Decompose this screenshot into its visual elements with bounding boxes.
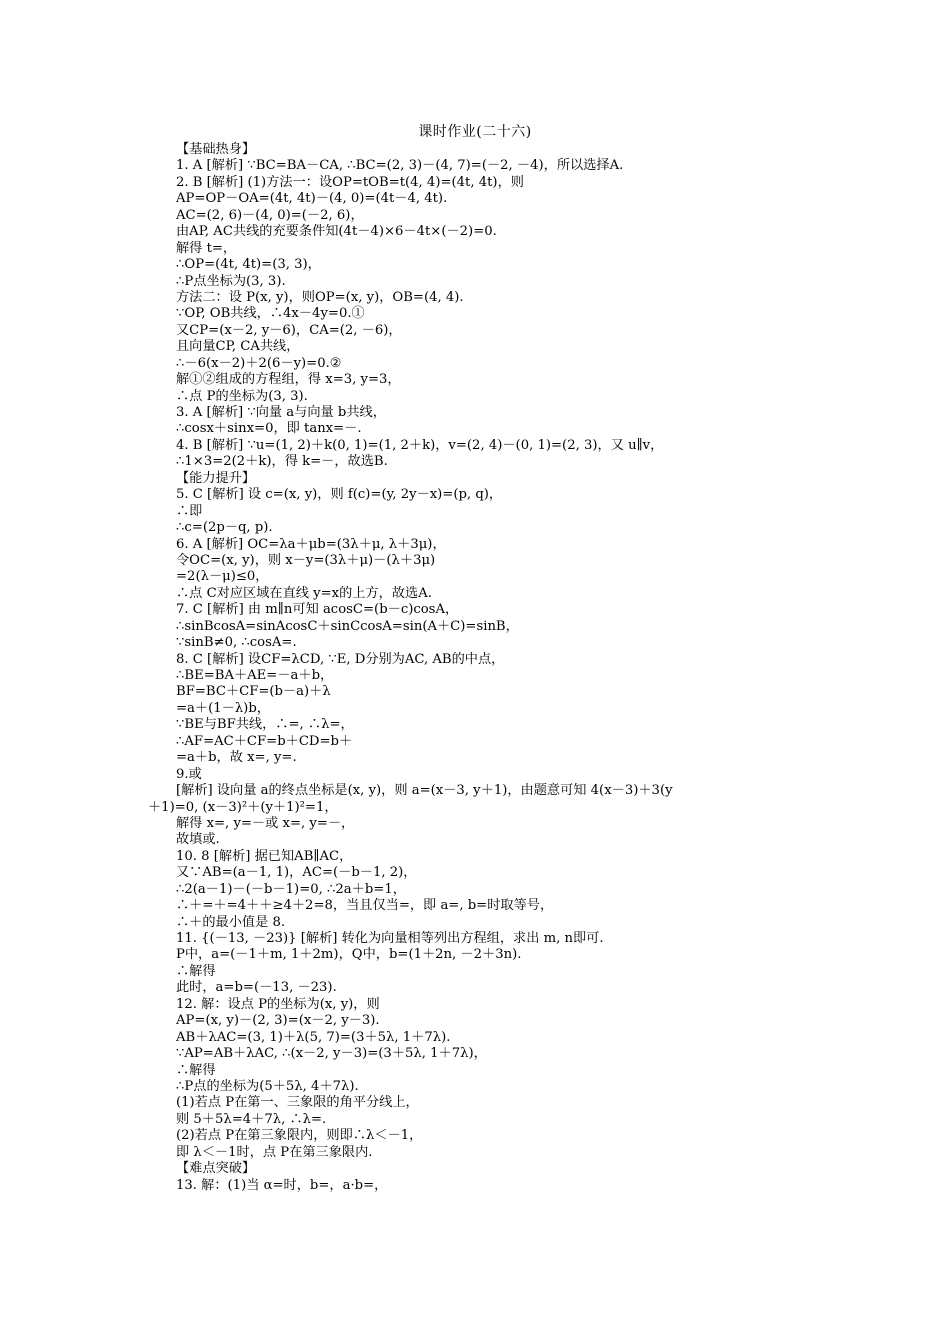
text-line: ∴点 C对应区域在直线 y=x的上方，故选A. [176,585,432,601]
text-line: 方法二：设 P(x, y)，则OP=(x, y)，OB=(4, 4). [176,289,464,305]
text-line: ∵AP=AB＋λAC, ∴(x－2, y－3)=(3＋5λ, 1＋7λ)， [176,1046,487,1062]
text-line: [解析] 设向量 a的终点坐标是(x, y)，则 a=(x－3, y＋1)，由题意可知 4(x－3)＋3(y [176,783,673,799]
text-line: 故填或. [176,832,220,848]
text-line: 【基础热身】 [176,142,256,157]
text-line: 解得 t=， [176,240,237,256]
text-line: ∴1×3=2(2＋k)，得 k=－，故选B. [176,454,388,470]
text-line: ∴P点坐标为(3, 3). [176,273,286,289]
text-line: 9.或 [176,766,202,782]
text-line: 解①②组成的方程组，得 x=3, y=3， [176,372,401,388]
text-line: 且向量CP, CA共线， [176,339,300,355]
text-line: 8. C [解析] 设CF=λCD, ∵E, D分别为AC, AB的中点， [176,651,505,667]
text-line: 10. 8 [解析] 据已知AB∥AC， [176,848,353,864]
text-line: BF=BC＋CF=(b－a)＋λ [176,684,331,700]
text-line: 解得 x=, y=－或 x=, y=－， [176,815,355,831]
text-line: AB＋λAC=(3, 1)＋λ(5, 7)=(3＋5λ, 1＋7λ). [176,1029,451,1045]
text-line: ∴－6(x－2)＋2(6－y)=0.② [176,355,342,371]
text-line: 又∵AB=(a－1, 1)，AC=(－b－1, 2)， [176,865,417,881]
text-line: ∴点 P的坐标为(3, 3). [176,388,308,404]
text-line: ∴OP=(4t, 4t)=(3, 3)， [176,257,321,273]
text-line: =a＋b，故 x=, y=. [176,750,297,766]
text-line: 【难点突破】 [176,1161,256,1177]
text-line: 此时，a=b=(－13, －23). [176,980,337,996]
text-line: ∴解得 [176,1062,216,1078]
text-line: P中，a=(－1＋m, 1＋2m)，Q中，b=(1＋2n, －2＋3n). [176,947,522,963]
text-line: 4. B [解析] ∵u=(1, 2)＋k(0, 1)=(1, 2＋k)，v=(2, 4)－(0, 1)=(2, 3)，又 u∥v， [176,437,664,453]
text-line: 7. C [解析] 由 m∥n可知 acosC=(b－c)cosA， [176,602,459,618]
text-line: ∴AF=AC＋CF=b＋CD=b＋ [176,733,353,749]
text-line: ∴＋的最小值是 8. [176,914,286,930]
text-line: AC=(2, 6)－(4, 0)=(－2, 6)， [176,207,364,223]
text-line: (1)若点 P在第一、三象限的角平分线上， [176,1095,419,1111]
text-line: 13. 解：(1)当 α=时，b=，a·b=， [176,1177,388,1193]
text-line: ∵BE与BF共线，∴=, ∴λ=， [176,717,354,733]
text-line: AP=OP－OA=(4t, 4t)－(4, 0)=(4t－4, 4t). [176,191,448,207]
text-line: 1. A [解析] ∵BC=BA－CA, ∴BC=(2, 3)－(4, 7)=(－2, －4)，所以选择A. [176,158,624,174]
page-title: 课时作业(二十六) [418,124,532,140]
text-line: ∵OP, OB共线，∴4x－4y=0.① [176,306,365,322]
text-line: ∴c=(2p－q, p). [176,520,273,536]
text-line: 则 5＋5λ=4＋7λ, ∴λ=. [176,1111,327,1127]
text-line: 3. A [解析] ∵向量 a与向量 b共线， [176,405,386,420]
text-line: ∴cosx＋sinx=0，即 tanx=－. [176,421,362,437]
text-line: ∴＋=＋=4＋＋≥4＋2=8，当且仅当=，即 a=, b=时取等号， [176,898,554,914]
text-line: 12. 解：设点 P的坐标为(x, y)，则 [176,996,380,1012]
text-line: AP=(x, y)－(2, 3)=(x－2, y－3). [176,1013,380,1029]
text-line: 6. A [解析] OC=λa＋μb=(3λ＋μ, λ＋3μ)， [176,536,446,552]
text-line: 11. {(－13, －23)} [解析] 转化为向量相等列出方程组，求出 m, n即可. [176,931,604,946]
text-line: ∴即 [176,503,203,519]
text-line: 由AP, AC共线的充要条件知(4t－4)×6－4t×(－2)=0. [176,224,497,240]
text-line: ∴sinBcosA=sinAcosC＋sinCcosA=sin(A＋C)=sinB， [176,618,519,634]
document-body [148,142,816,1194]
text-line: 2. B [解析] (1)方法一：设OP=tOB=t(4, 4)=(4t, 4t)，则 [176,174,524,190]
text-line: ＋1)=0, (x－3)²＋(y＋1)²=1， [148,799,338,815]
text-line: =2(λ－μ)≤0， [176,569,269,585]
text-line: ∵sinB≠0, ∴cosA=. [176,635,297,651]
text-line: ∴解得 [176,963,216,979]
text-line: (2)若点 P在第三象限内，则即∴λ＜－1， [176,1128,423,1144]
text-line: =a＋(1－λ)b， [176,700,270,716]
text-line: 又CP=(x－2, y－6)，CA=(2, －6)， [176,322,402,338]
text-line: 【能力提升】 [176,470,256,486]
text-line: ∴2(a－1)－(－b－1)=0, ∴2a＋b=1， [176,881,406,897]
text-line: 即 λ＜－1时，点 P在第三象限内. [176,1144,373,1160]
text-line: ∴P点的坐标为(5＋5λ, 4＋7λ). [176,1078,359,1094]
text-line: 5. C [解析] 设 c=(x, y)，则 f(c)=(y, 2y－x)=(p, q)， [176,487,503,503]
text-line: ∴BE=BA＋AE=－a＋b， [176,668,334,683]
text-line: 令OC=(x, y)，则 x－y=(3λ＋μ)－(λ＋3μ) [176,552,436,568]
